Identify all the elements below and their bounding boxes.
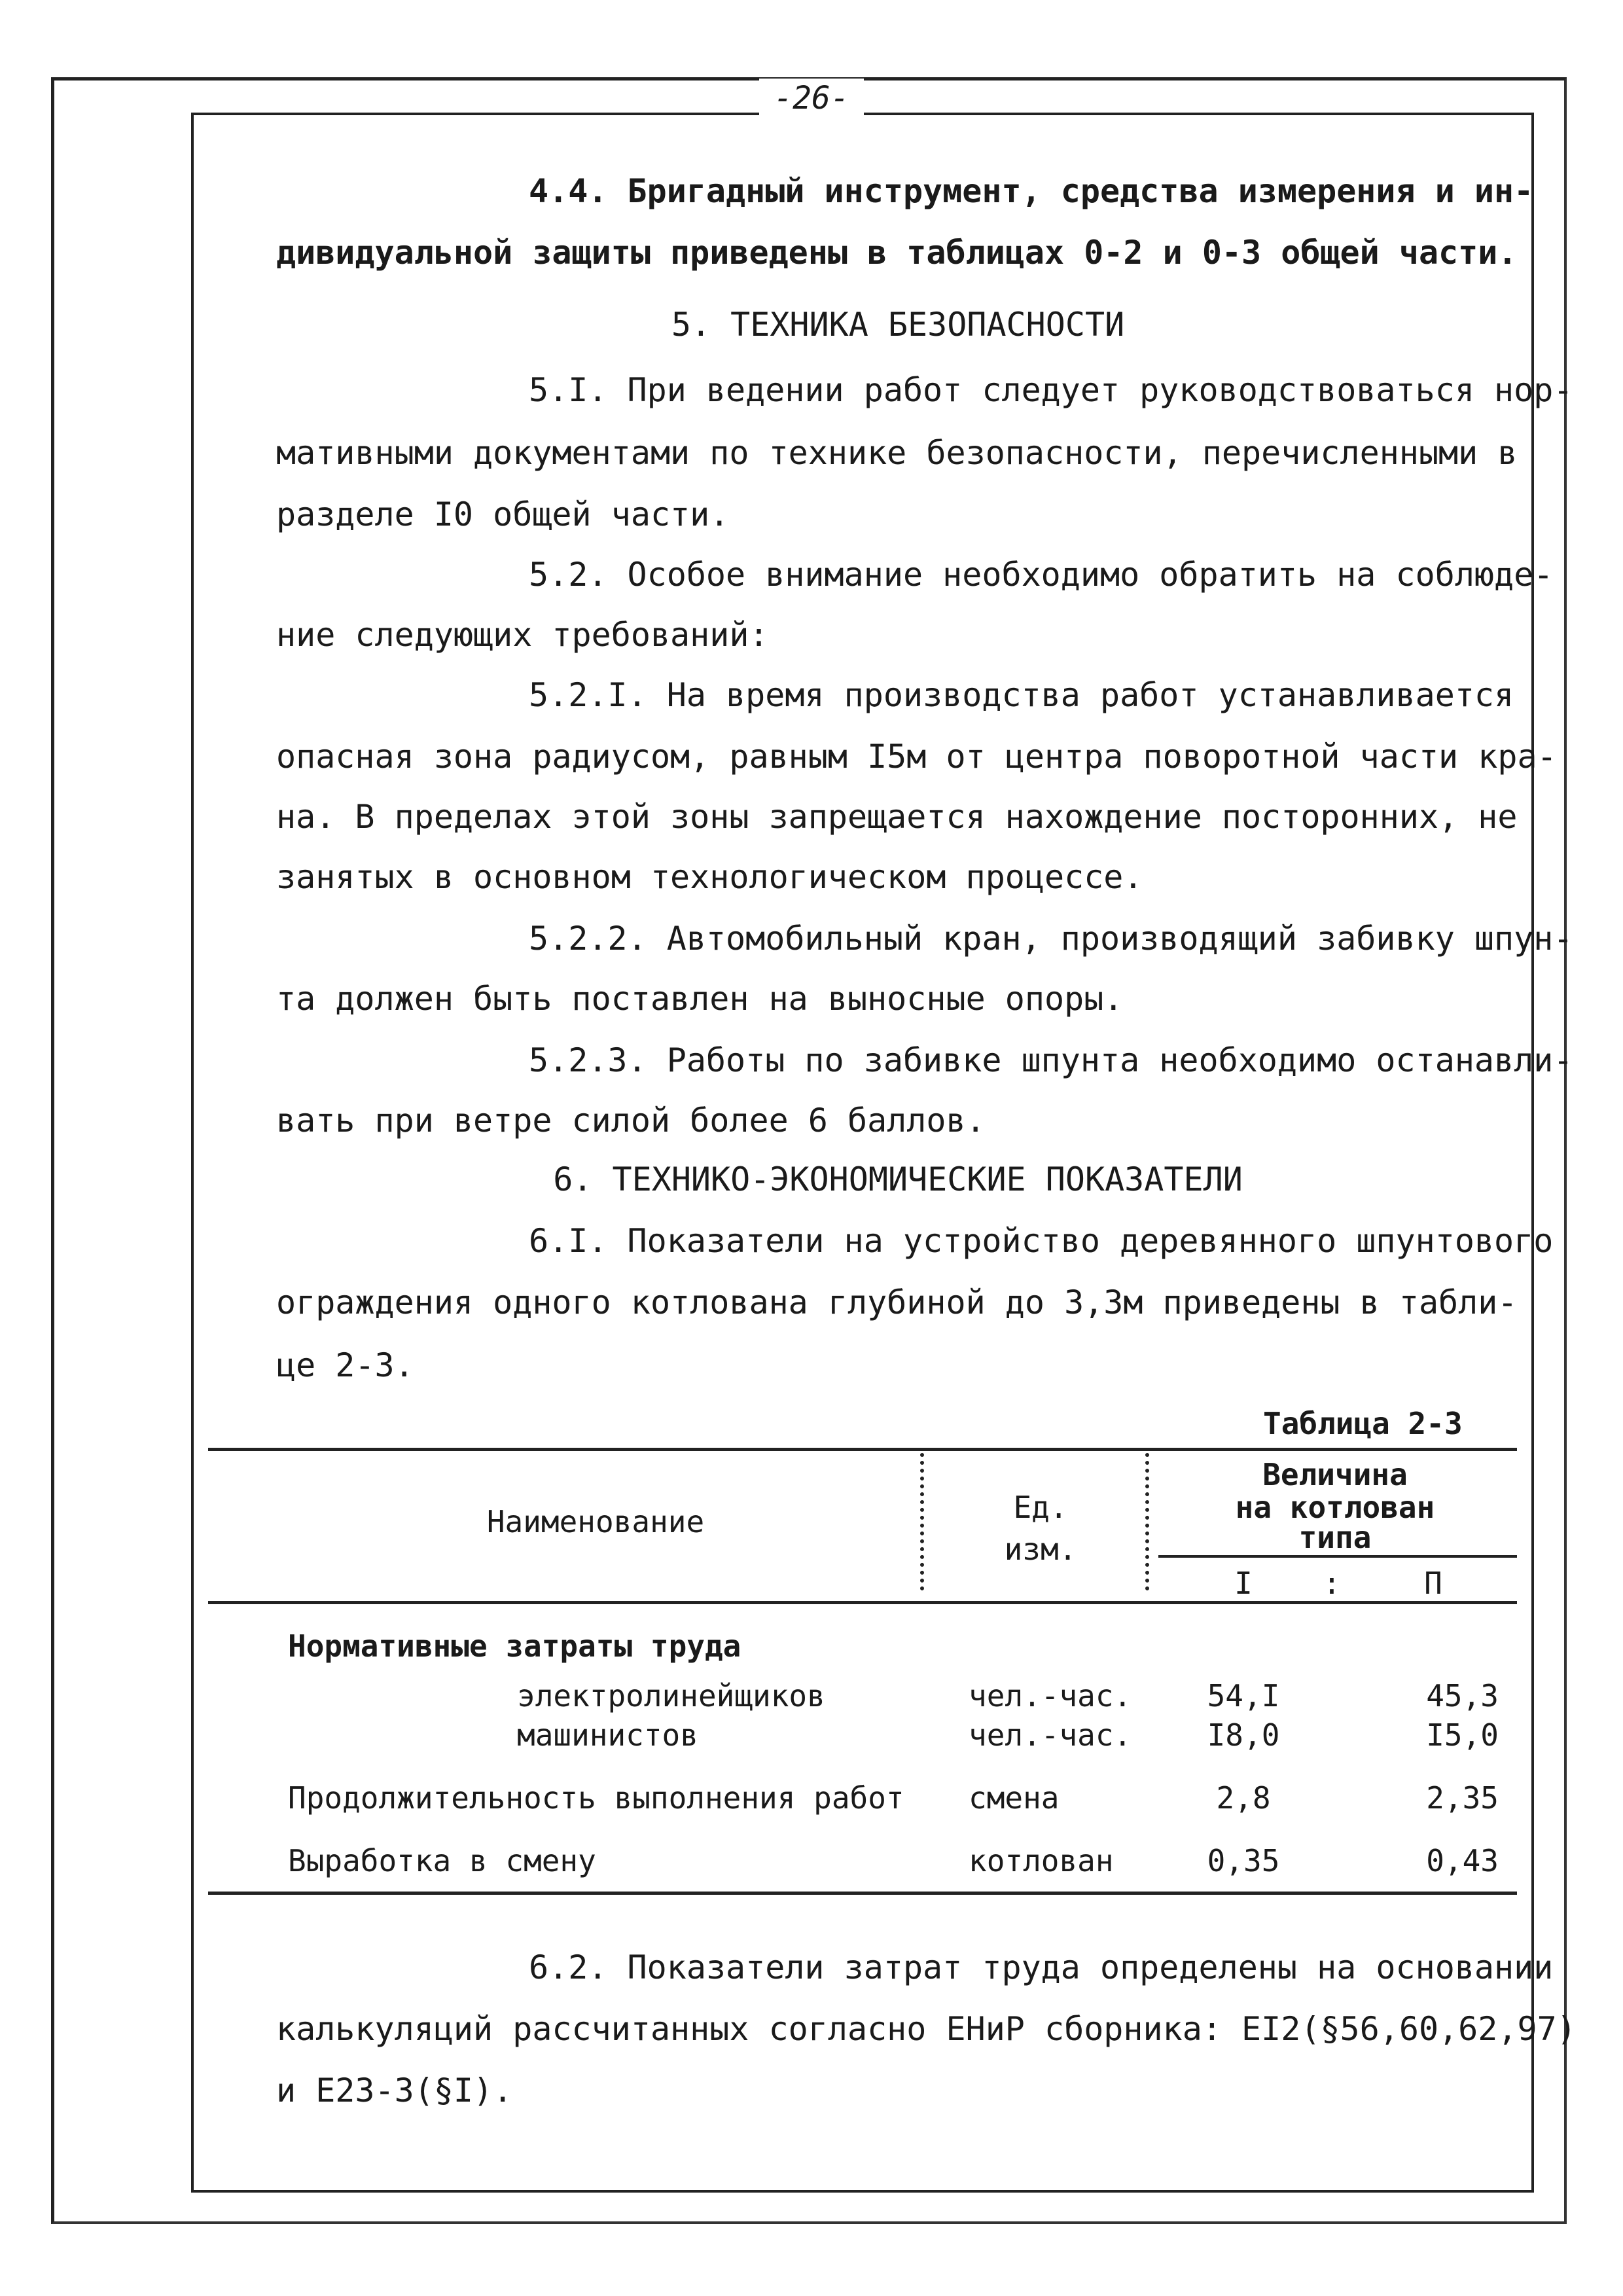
header-type-separator: : bbox=[1323, 1566, 1341, 1601]
paragraph-5-2-line-2: ние следующих требований: bbox=[276, 616, 769, 654]
row-output-name: Выработка в смену bbox=[288, 1843, 596, 1878]
header-unit-line-1: Ед. bbox=[1013, 1490, 1068, 1525]
inner-page-border bbox=[191, 113, 1534, 2193]
row-output-unit: котлован bbox=[969, 1843, 1114, 1878]
row-electrolineman-name: электролинейщиков bbox=[517, 1678, 825, 1713]
header-value-line-1: Величина bbox=[1262, 1457, 1408, 1492]
paragraph-6-2-line-2: калькуляций рассчитанных согласно ЕНиР сборника: EI2(§56,60,62,97) bbox=[276, 2010, 1577, 2048]
paragraph-6-1-line-2: ограждения одного котлована глубиной до 3,3м приведены в табли- bbox=[276, 1283, 1518, 1321]
row-machinist-name: машинистов bbox=[517, 1717, 698, 1753]
paragraph-5-1-line-2: мативными документами по технике безопасности, перечисленными в bbox=[276, 434, 1518, 472]
paragraph-4-4-line-1: 4.4. Бригадный инструмент, средства измерения и ин- bbox=[529, 172, 1534, 210]
row-duration-value-1: 2,8 bbox=[1216, 1780, 1271, 1816]
row-duration-value-2: 2,35 bbox=[1426, 1780, 1499, 1816]
paragraph-5-2-line-1: 5.2. Особое внимание необходимо обратить на соблюде- bbox=[529, 556, 1554, 594]
row-machinist-unit: чел.-час. bbox=[969, 1717, 1132, 1753]
column-divider-2 bbox=[1145, 1453, 1153, 1590]
table-caption: Таблица 2-3 bbox=[1263, 1406, 1463, 1441]
header-value-line-3: типа bbox=[1298, 1520, 1372, 1555]
paragraph-5-2-1-line-2: опасная зона радиусом, равным I5м от центра поворотной части кра- bbox=[276, 738, 1557, 776]
row-duration-name: Продолжительность выполнения работ bbox=[288, 1780, 904, 1816]
table-header-rule bbox=[208, 1601, 1517, 1604]
paragraph-5-2-1-line-1: 5.2.I. На время производства работ устанавливается bbox=[529, 676, 1514, 714]
row-output-value-2: 0,43 bbox=[1426, 1843, 1499, 1878]
paragraph-5-2-3-line-1: 5.2.3. Работы по забивке шпунта необходимо останавли- bbox=[529, 1041, 1573, 1079]
header-unit-line-2: изм. bbox=[1004, 1532, 1077, 1567]
paragraph-6-1-line-3: це 2-3. bbox=[276, 1346, 414, 1384]
section-5-heading: 5. ТЕХНИКА БЕЗОПАСНОСТИ bbox=[671, 306, 1125, 344]
header-name: Наименование bbox=[486, 1504, 705, 1539]
row-duration-unit: смена bbox=[969, 1780, 1060, 1816]
row-machinist-value-1: I8,0 bbox=[1207, 1717, 1280, 1753]
paragraph-5-2-2-line-1: 5.2.2. Автомобильный кран, производящий забивку шпун- bbox=[529, 920, 1573, 958]
section-6-heading: 6. ТЕХНИКО-ЭКОНОМИЧЕСКИЕ ПОКАЗАТЕЛИ bbox=[553, 1160, 1243, 1198]
page-number: -26- bbox=[759, 79, 864, 118]
header-value-line-2: на котлован bbox=[1235, 1490, 1435, 1525]
column-divider-1 bbox=[920, 1453, 928, 1590]
paragraph-5-2-3-line-2: вать при ветре силой более 6 баллов. bbox=[276, 1102, 986, 1139]
paragraph-5-1-line-1: 5.I. При ведении работ следует руководствоваться нор- bbox=[529, 371, 1573, 409]
table-top-rule bbox=[208, 1448, 1517, 1451]
table-bottom-rule bbox=[208, 1892, 1517, 1895]
paragraph-5-2-2-line-2: та должен быть поставлен на выносные опоры. bbox=[276, 980, 1124, 1018]
paragraph-6-2-line-1: 6.2. Показатели затрат труда определены на основании bbox=[529, 1948, 1554, 1986]
paragraph-6-1-line-1: 6.I. Показатели на устройство деревянного шпунтового bbox=[529, 1222, 1554, 1260]
row-output-value-1: 0,35 bbox=[1207, 1843, 1280, 1878]
row-machinist-value-2: I5,0 bbox=[1426, 1717, 1499, 1753]
paragraph-4-4-line-2: дивидуальной защиты приведены в таблицах 0-2 и 0-3 общей части. bbox=[276, 234, 1518, 272]
paragraph-5-2-1-line-3: на. В пределах этой зоны запрещается нахождение посторонних, не bbox=[276, 798, 1518, 836]
paragraph-5-2-1-line-4: занятых в основном технологическом процессе. bbox=[276, 858, 1143, 896]
header-type-2: П bbox=[1424, 1566, 1442, 1601]
paragraph-5-1-line-3: разделе I0 общей части. bbox=[276, 495, 730, 533]
row-electrolineman-value-1: 54,I bbox=[1207, 1678, 1280, 1713]
row-electrolineman-unit: чел.-час. bbox=[969, 1678, 1132, 1713]
row-electrolineman-value-2: 45,3 bbox=[1426, 1678, 1499, 1713]
header-type-1: I bbox=[1234, 1566, 1253, 1601]
header-value-subrule bbox=[1158, 1555, 1517, 1558]
row-group-label: Нормативные затраты труда bbox=[288, 1628, 741, 1664]
paragraph-6-2-line-3: и Е23-3(§I). bbox=[276, 2072, 513, 2109]
